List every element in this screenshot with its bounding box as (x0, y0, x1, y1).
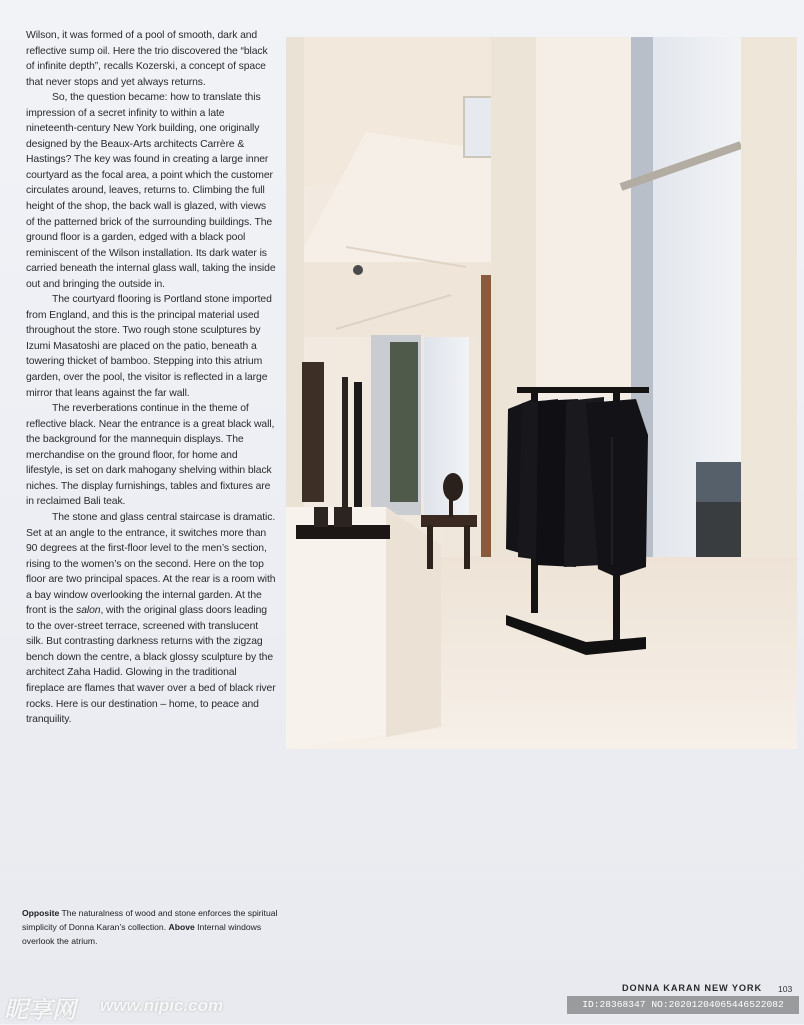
paragraph-text: The courtyard flooring is Portland stone imported from England, and this is the principal material used throughout the store. Two rough stone sculptures by Izumi Masatoshi are placed on the patio, beneath a towering thicket of bamboo. Stepping into this atrium garden, over the pool, the visitor is reflected in a large mirror that leans against the far wall. (26, 294, 272, 399)
caption-opposite-label: Opposite (22, 908, 60, 918)
body-paragraph (26, 292, 276, 401)
paragraph-text: Wilson, it was formed of a pool of smooth, dark and reflective sump oil. Here the trio discovered the “black of infinite depth”, recalls Kozerski, a concept of space that never stops and yet always returns. (26, 30, 268, 88)
photo-caption (22, 906, 278, 949)
body-paragraph (26, 90, 276, 292)
caption-above-text: Internal windows overlook the atrium. (22, 922, 262, 947)
emphasis-text: salon (76, 605, 101, 617)
caption-above-label: Above (168, 922, 195, 933)
body-paragraph (26, 401, 276, 510)
paragraph-text: The stone and glass central staircase is dramatic. Set at an angle to the entrance, it switches more than 90 degrees at the first-floor level to the men’s section, rising to the women’s on the second. Here on the top floor are two principal spaces. At the rear is a room with a bay window overlooking the internal garden. At the front is the (26, 511, 276, 617)
paragraph-text: The reverberations continue in the theme of reflective black. Near the entrance is a great black wall, the background for the mannequin displays. The merchandise on the ground floor, for home and lifestyle, is set on dark mahogany shelving within black niches. The display furnishings, tables and fixtures are in reclaimed Bali teak. (26, 403, 275, 508)
body-paragraph (26, 28, 276, 90)
page-number: 103 (778, 984, 793, 994)
body-text-column (26, 28, 276, 728)
paragraph-text: So, the question became: how to translate this impression of a secret infinity to within a late nineteenth-century New York building, one originally designed by the Beaux-Arts architects Carrère & Hastings? The key was found in creating a large inner courtyard as the focal area, a point which the customer circulates around, leaves, returns to. Climbing the full height of the shop, the back wall is glazed, with views of the patterned brick of the surrounding buildings. The ground floor is a garden, edged with a black pool reminiscent of the Wilson installation. Its dark water is carried beneath the internal glass wall, taking the inside out and bringing the outside in. (26, 92, 276, 290)
body-paragraph (26, 510, 276, 728)
watermark-id-label: ID:28368347 NO:20201204065446522082 (567, 996, 799, 1014)
interior-photograph (286, 37, 797, 749)
running-title: DONNA KARAN NEW YORK (622, 983, 762, 993)
watermark-url: www.nipic.com (100, 996, 224, 1015)
paragraph-text: , with the original glass doors leading to the over-street terrace, screened with translucent silk. But contrasting darkness returns with the zigzag bench down the centre, a black glossy sculpture by the architect Zaha Hadid. Glowing in the traditional fireplace are flames that waver over a bed of black river rocks. Here is our destination – home, to peace and tranquility. (26, 605, 276, 726)
watermark-logo: 昵享网 (4, 997, 76, 1024)
atrium-interior-illustration (286, 37, 797, 749)
caption-opposite-text: The naturalness of wood and stone enforces the spiritual simplicity of Donna Karan’s collection. (22, 908, 278, 933)
